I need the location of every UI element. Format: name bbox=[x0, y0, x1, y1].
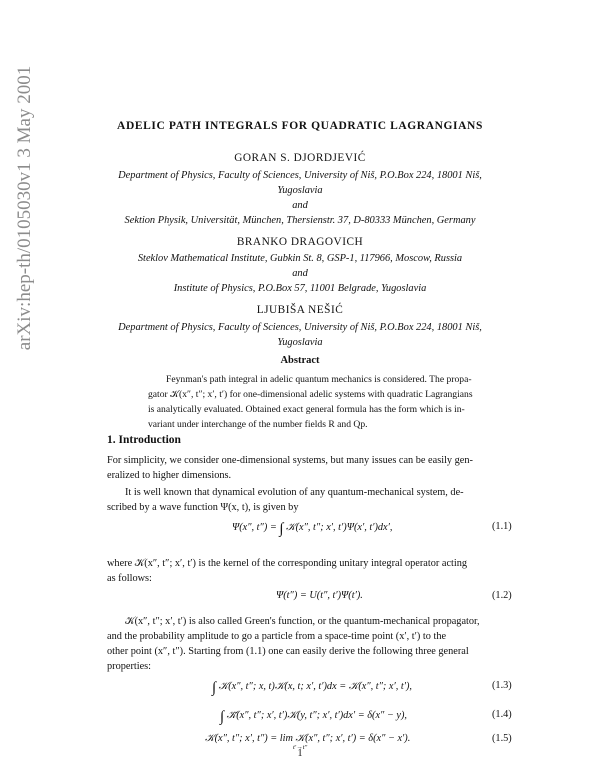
equation-1-5-limit-subscript: t′→t″ bbox=[293, 744, 308, 751]
author-name-3: LJUBIŠA NEŠIĆ bbox=[256, 304, 344, 316]
integral-sign: ∫ bbox=[220, 709, 225, 725]
author-3-affiliation-line-2: Yugoslavia bbox=[277, 337, 323, 348]
paragraph-3-line-1: where 𝒦(x″, t″; x′, t′) is the kernel of the corresponding unitary integral operator acting bbox=[107, 558, 468, 569]
author-2-affiliation-line-2: and bbox=[292, 268, 308, 279]
author-name-1: GORAN S. DJORDJEVIĆ bbox=[234, 152, 366, 164]
equation-1-2-number: (1.2) bbox=[492, 590, 512, 601]
equation-1-2-body: Ψ(t″) = U(t″, t′)Ψ(t′). bbox=[276, 590, 363, 601]
author-2-affiliation-line-3: Institute of Physics, P.O.Box 57, 11001 Belgrade, Yugoslavia bbox=[173, 283, 427, 294]
equation-1-4-number: (1.4) bbox=[492, 709, 512, 720]
paragraph-3 bbox=[107, 556, 532, 586]
equation-1-3-rhs: 𝒦(x″, t″; x, t)𝒦(x, t; x′, t′)dx = 𝒦(x″, t″; x′, t′), bbox=[216, 681, 412, 692]
equation-1-1-rhs: 𝒦(x″, t″; x′, t′)Ψ(x′, t′)dx′, bbox=[283, 522, 393, 533]
integral-sign: ∫ bbox=[279, 521, 284, 537]
paragraph-2-line-2: scribed by a wave function Ψ(x, t), is given by bbox=[107, 502, 299, 513]
abstract-line-3: is analytically evaluated. Obtained exact general formula has the form which is in- bbox=[148, 404, 465, 415]
equation-1-1-number: (1.1) bbox=[492, 521, 512, 532]
paragraph-4-line-4: properties: bbox=[107, 661, 152, 672]
page-number: 1 bbox=[297, 748, 303, 759]
abstract-body bbox=[148, 372, 478, 432]
equation-1-3-number: (1.3) bbox=[492, 680, 512, 691]
author-name-2: BRANKO DRAGOVICH bbox=[236, 236, 364, 248]
paragraph-4-line-2: and the probability amplitude to go a particle from a space-time point (x′, t′) to the bbox=[107, 631, 447, 642]
equation-1-1-lhs: Ψ(x″, t″) = bbox=[232, 522, 280, 533]
author-2-affiliation-line-1: Steklov Mathematical Institute, Gubkin St. 8, GSP-1, 117966, Moscow, Russia bbox=[137, 253, 463, 264]
paragraph-2 bbox=[107, 485, 532, 515]
paragraph-3-line-2: as follows: bbox=[107, 573, 152, 584]
author-1-affiliation-line-3: and bbox=[292, 200, 308, 211]
abstract-line-2: gator 𝒦(x″, t″; x′, t′) for one-dimensional adelic systems with quadratic Lagrangians bbox=[148, 389, 473, 400]
integral-sign: ∫ bbox=[212, 680, 217, 696]
equation-1-5-number: (1.5) bbox=[492, 733, 512, 744]
abstract-line-1: Feynman's path integral in adelic quantum mechanics is considered. The propa- bbox=[166, 374, 472, 385]
abstract-heading: Abstract bbox=[280, 355, 320, 366]
equation-1-4-rhs: 𝒦̄(x″, t″; x′, t′)𝒦(y, t″; x′, t′)dx′ = δ(x″ − y), bbox=[224, 710, 407, 721]
equation-1-5-body: 𝒦(x″, t″; x′, t″) = lim 𝒦(x″, t″; x′, t′) = δ(x″ − x′). bbox=[205, 733, 411, 744]
paragraph-1-line-1: For simplicity, we consider one-dimensional systems, but many issues can be easily gen- bbox=[107, 455, 473, 466]
author-1-affiliation-line-4: Sektion Physik, Universität, München, Thersienstr. 37, D-80333 München, Germany bbox=[124, 215, 476, 226]
paragraph-1 bbox=[107, 453, 532, 483]
paragraph-4-line-3: other point (x″, t″). Starting from (1.1) one can easily derive the following three general bbox=[107, 646, 469, 657]
author-1-affiliation-line-2: Yugoslavia bbox=[277, 185, 323, 196]
paper-title: ADELIC PATH INTEGRALS FOR QUADRATIC LAGRANGIANS bbox=[117, 120, 483, 132]
paragraph-4-line-1: 𝒦(x″, t″; x′, t′) is also called Green's function, or the quantum-mechanical propagator, bbox=[125, 616, 480, 627]
author-1-affiliation-line-1: Department of Physics, Faculty of Sciences, University of Niš, P.O.Box 224, 18001 Niš, bbox=[118, 170, 482, 181]
abstract-line-4: variant under interchange of the number fields R and Qp. bbox=[148, 419, 368, 430]
paragraph-2-line-1: It is well known that dynamical evolution of any quantum-mechanical system, de- bbox=[125, 487, 464, 498]
section-heading: 1. Introduction bbox=[107, 434, 181, 446]
arxiv-stamp-text: arXiv:hep-th/0105030v1 3 May 2001 bbox=[14, 65, 35, 351]
author-3-affiliation-line-1: Department of Physics, Faculty of Sciences, University of Niš, P.O.Box 224, 18001 Niš, bbox=[118, 322, 482, 333]
paragraph-4 bbox=[107, 614, 532, 674]
paragraph-1-line-2: eralized to higher dimensions. bbox=[107, 470, 232, 481]
